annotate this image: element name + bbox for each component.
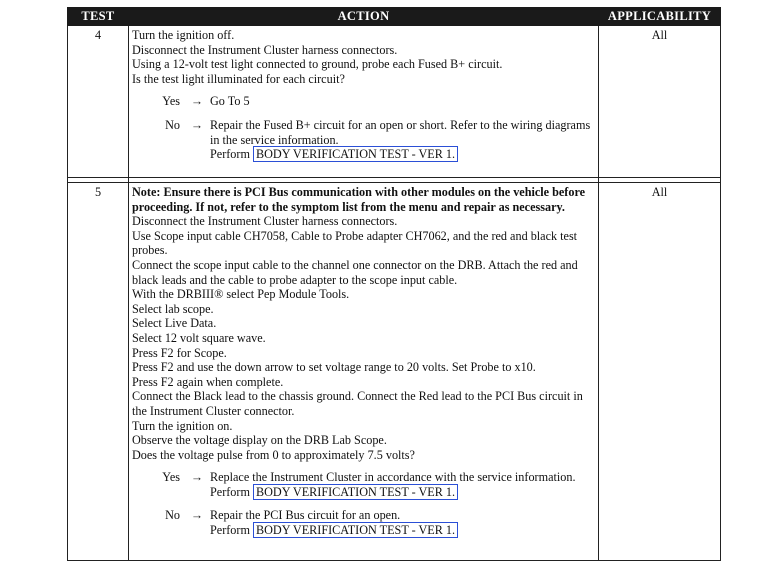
- action-line: Disconnect the Instrument Cluster harness connectors.: [132, 42, 398, 57]
- action-line: Select Live Data.: [132, 316, 217, 331]
- no-response: [132, 508, 595, 537]
- applicability-value: All: [599, 183, 721, 561]
- body-verification-link[interactable]: BODY VERIFICATION TEST - VER 1.: [253, 522, 458, 538]
- yes-response: [132, 470, 595, 499]
- no-text: [210, 118, 595, 162]
- action-line: Using a 12-volt test light connected to ground, probe each Fused B+ circuit.: [132, 57, 503, 72]
- arrow-icon: →: [190, 117, 204, 132]
- action-line: With the DRBIII® select Pep Module Tools.: [132, 287, 350, 302]
- yes-label: Yes: [162, 94, 180, 109]
- action-line: Select 12 volt square wave.: [132, 330, 266, 345]
- table-row: [68, 26, 721, 178]
- header-applicability: APPLICABILITY: [599, 8, 721, 26]
- body-verification-link[interactable]: BODY VERIFICATION TEST - VER 1.: [253, 146, 458, 162]
- action-line: Select lab scope.: [132, 301, 214, 316]
- action-cell: [129, 183, 599, 561]
- no-label: No: [165, 508, 180, 523]
- action-line: Press F2 and use the down arrow to set voltage range to 20 volts. Set Probe to x10.: [132, 360, 536, 375]
- action-line: Disconnect the Instrument Cluster harness connectors.: [132, 214, 398, 229]
- action-line: Observe the voltage display on the DRB Lab Scope.: [132, 433, 387, 448]
- action-line: Use Scope input cable CH7058, Cable to Probe adapter CH7062, and the red and black test probes.: [132, 228, 578, 258]
- table-header-row: [68, 8, 721, 26]
- action-line: Press F2 for Scope.: [132, 345, 227, 360]
- no-label: No: [165, 117, 180, 132]
- yes-response: [132, 94, 595, 109]
- perform-label: Perform: [210, 523, 250, 538]
- action-line: Turn the ignition off.: [132, 28, 235, 42]
- perform-label: Perform: [210, 484, 250, 499]
- yes-text: [210, 470, 595, 499]
- arrow-icon: →: [190, 470, 204, 485]
- action-line: Press F2 again when complete.: [132, 374, 284, 389]
- test-number: 4: [68, 26, 129, 178]
- action-line: Does the voltage pulse from 0 to approximately 7.5 volts?: [132, 447, 415, 462]
- yes-instruction: Replace the Instrument Cluster in accordance with the service information.: [210, 470, 576, 485]
- no-instruction: Repair the Fused B+ circuit for an open or short. Refer to the wiring diagrams in the service information.: [210, 117, 591, 147]
- arrow-icon: →: [190, 508, 204, 523]
- action-line: Turn the ignition on.: [132, 418, 233, 433]
- action-line: Is the test light illuminated for each circuit?: [132, 71, 345, 86]
- no-instruction: Repair the PCI Bus circuit for an open.: [210, 508, 401, 523]
- arrow-icon: →: [190, 94, 204, 109]
- table-row: [68, 183, 721, 561]
- header-test: TEST: [68, 8, 129, 26]
- no-response: [132, 118, 595, 162]
- body-verification-link[interactable]: BODY VERIFICATION TEST - VER 1.: [253, 484, 458, 500]
- perform-label: Perform: [210, 147, 250, 162]
- no-text: [210, 508, 595, 537]
- note-text: Note: Ensure there is PCI Bus communication with other modules on the vehicle before proceeding. If not, refer to the symptom list from the menu and repair as necessary.: [132, 185, 586, 214]
- test-number: 5: [68, 183, 129, 561]
- header-action: ACTION: [129, 8, 599, 26]
- applicability-value: All: [599, 26, 721, 178]
- yes-text: Go To 5: [210, 94, 250, 109]
- diagnostic-table: [67, 7, 721, 561]
- action-line: Connect the Black lead to the chassis ground. Connect the Red lead to the PCI Bus circuit in the Instrument Cluster connector.: [132, 389, 583, 418]
- yes-label: Yes: [162, 470, 180, 485]
- action-line: Connect the scope input cable to the channel one connector on the DRB. Attach the red and black leads and the cable to probe adapter to the scope input cable.: [132, 257, 578, 287]
- action-cell: [129, 26, 599, 178]
